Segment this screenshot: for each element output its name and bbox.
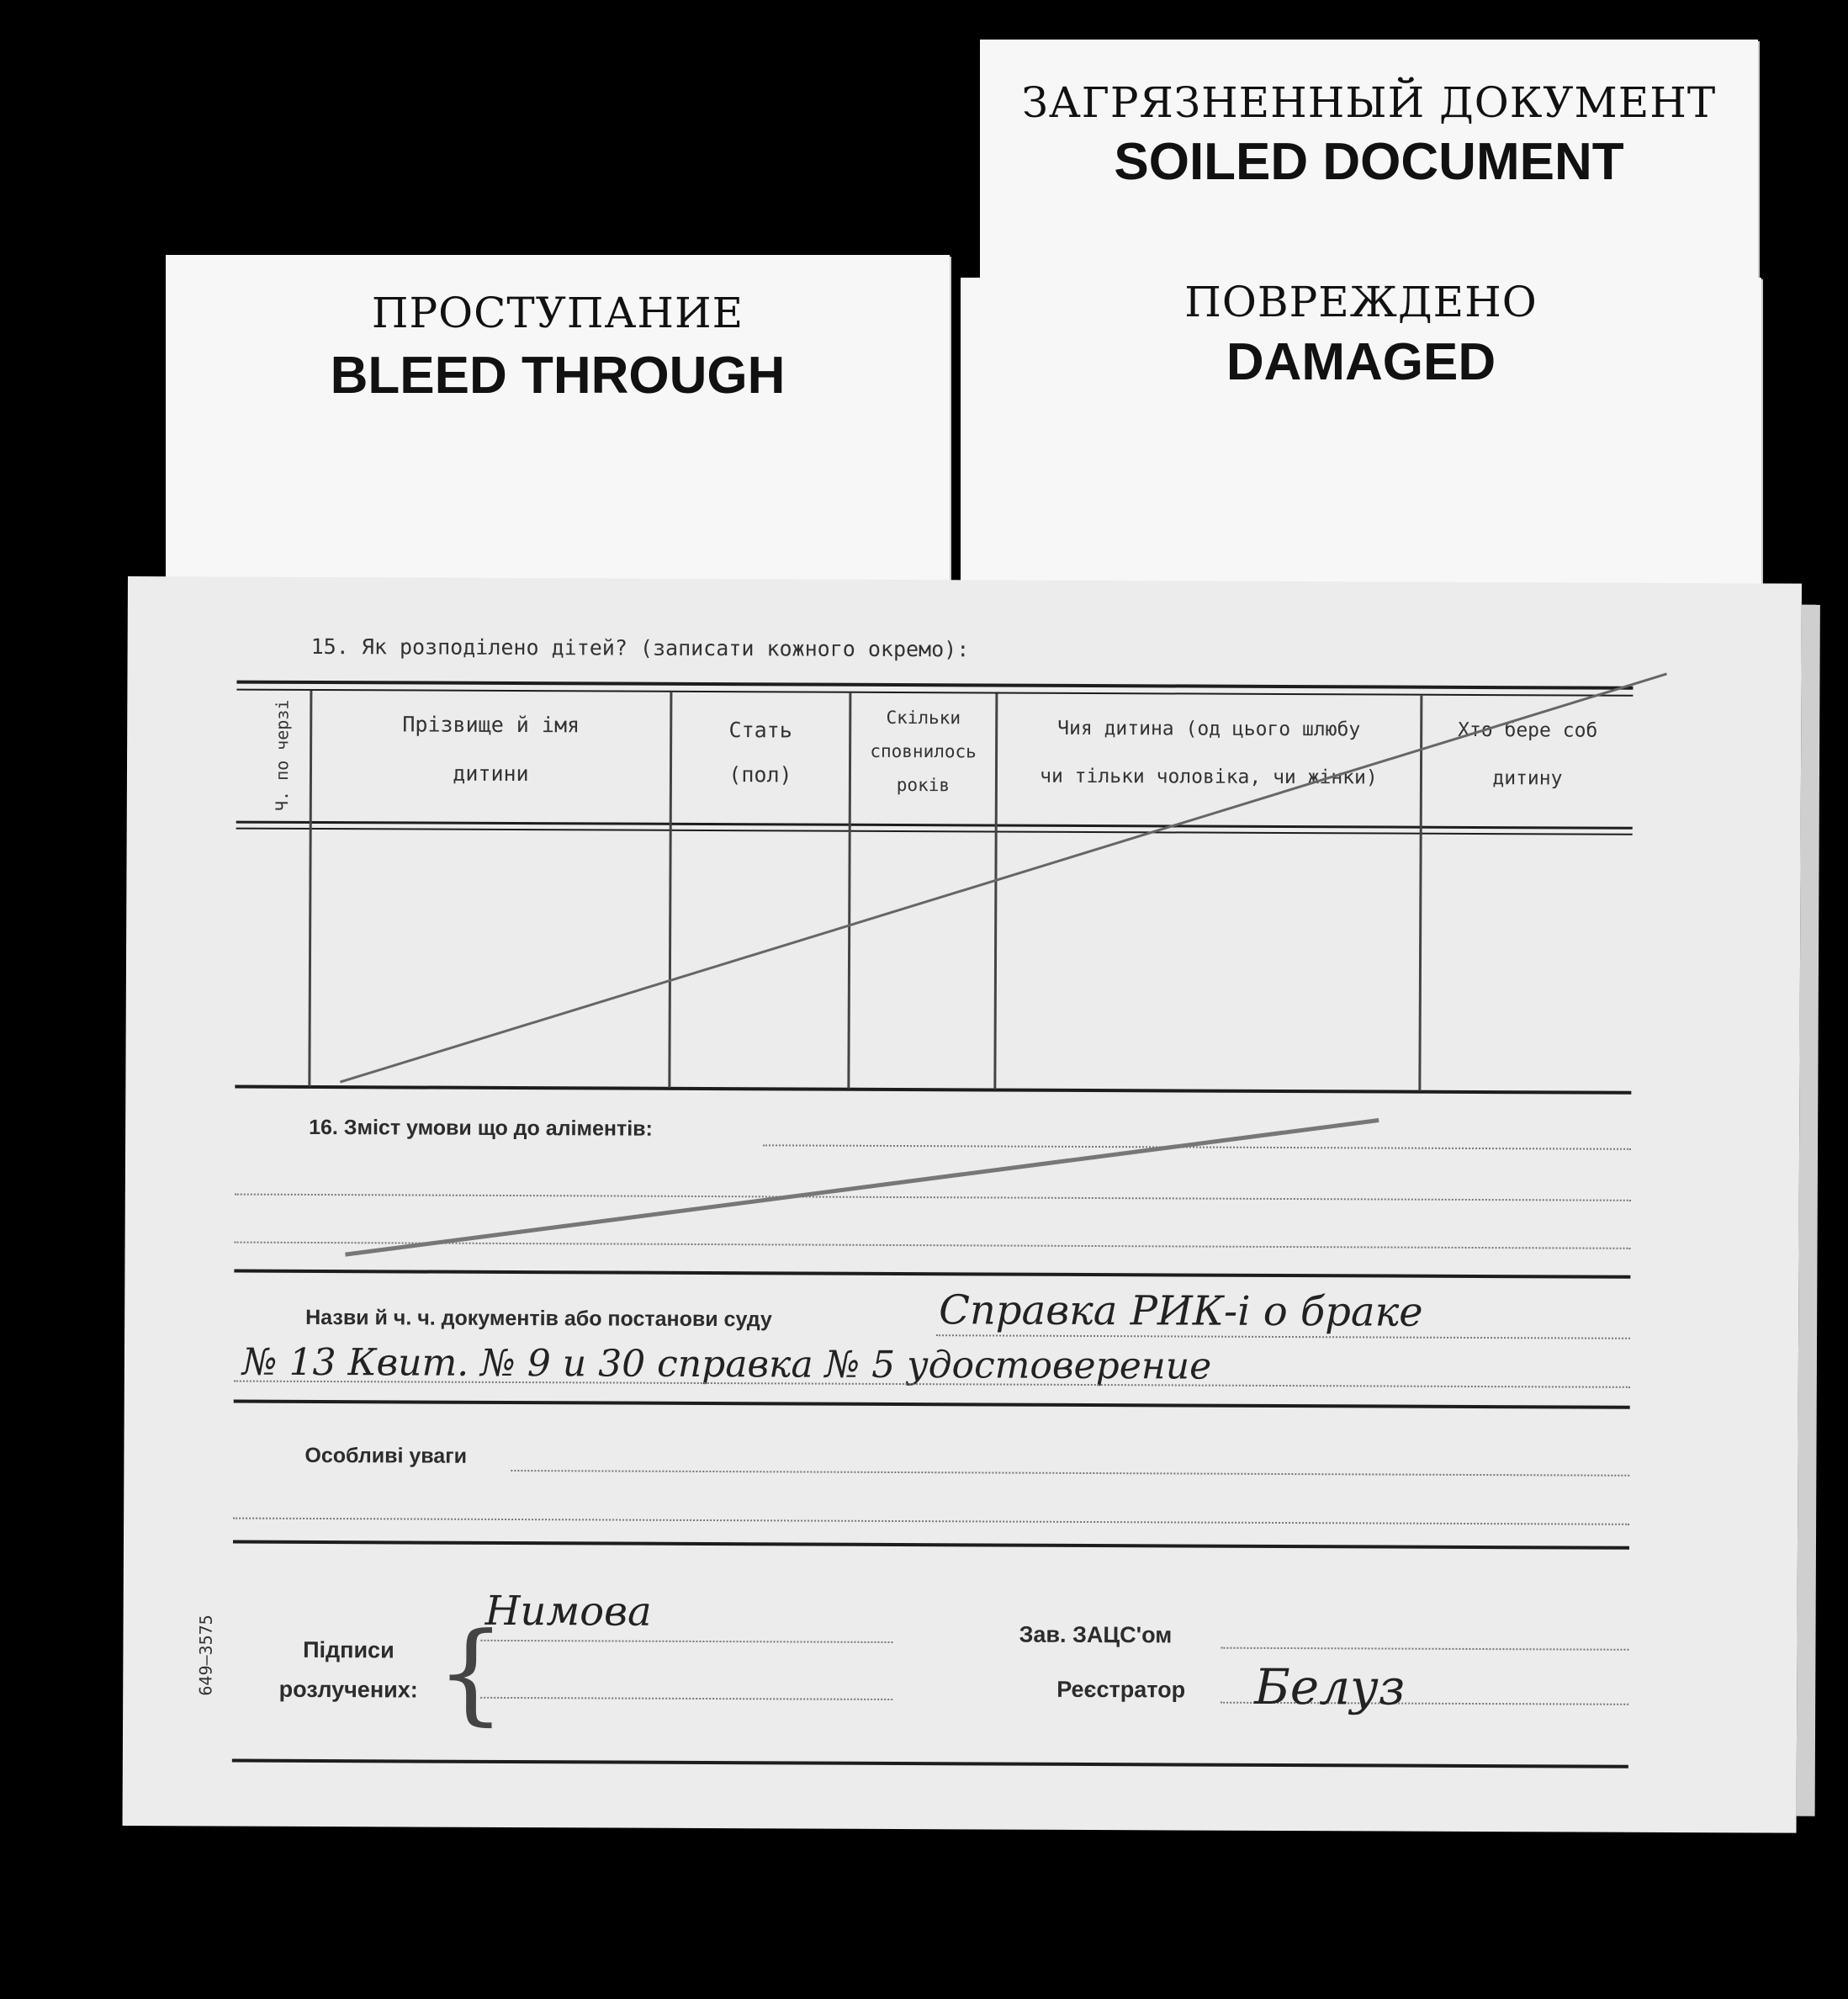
damaged-card — [961, 278, 1761, 591]
bleed-label-ru: ПРОСТУПАНИЕ — [371, 289, 744, 337]
divorce-record-form — [123, 576, 1802, 1833]
registrar-label: Реєстратор — [1056, 1676, 1186, 1703]
header-name-line1: Прізвище й імя — [402, 712, 580, 738]
damaged-label-ru: ПОВРЕЖДЕНО — [1184, 278, 1538, 326]
soiled-label-en: SOILED DOCUMENT — [1114, 133, 1624, 191]
bleed-label-en: BLEED THROUGH — [330, 347, 786, 405]
print-code: 649—3575 — [195, 1615, 216, 1696]
spouse-signature: Нимова — [485, 1587, 652, 1636]
header-name-line2: дитини — [453, 761, 529, 787]
header-whose-line2: чи тільки чоловіка, чи жінки) — [1040, 765, 1378, 789]
header-age-line3: років — [896, 774, 950, 796]
registrar-signature: Белуз — [1254, 1657, 1406, 1716]
signatures-brace: { — [435, 1608, 506, 1737]
documents-handwriting-line1: Справка РИК-і о браке — [939, 1286, 1423, 1336]
signatures-label-line1: Підписи — [303, 1636, 394, 1663]
header-age-line1: Скільки — [886, 707, 961, 729]
documents-handwriting-line2: № 13 Квит. № 9 и 30 справка № 5 удостоверение — [241, 1340, 1212, 1388]
header-takes-line1: Хто бере соб — [1458, 718, 1598, 742]
header-sex-line2: (пол) — [728, 762, 792, 787]
table-strike-line — [340, 668, 1666, 1088]
documents-label: Назви й ч. ч. документів або постанови суду — [305, 1305, 772, 1332]
header-number: Ч. по черзі — [272, 699, 293, 812]
header-whose-line1: Чия дитина (од цього шлюбу — [1057, 717, 1361, 741]
soiled-label-ru: ЗАГРЯЗНЕННЫЙ ДОКУМЕНТ — [1021, 78, 1717, 127]
notes-label: Особливі уваги — [304, 1443, 468, 1468]
header-takes-line2: дитину — [1492, 767, 1563, 790]
bleed-through-card — [166, 255, 950, 591]
header-sex-line1: Стать — [728, 718, 792, 743]
damaged-label-en: DAMAGED — [1226, 333, 1496, 391]
signatures-label-line2: розлучених: — [278, 1676, 418, 1703]
soiled-document-card — [980, 40, 1758, 300]
head-label: Зав. ЗАЦС'ом — [1019, 1621, 1173, 1648]
header-age-line2: сповнилось — [870, 740, 977, 762]
question-16: 16. Зміст умови що до аліментів: — [309, 1115, 653, 1141]
question-15: 15. Як розподілено дітей? (записати кожного окремо): — [310, 634, 970, 662]
